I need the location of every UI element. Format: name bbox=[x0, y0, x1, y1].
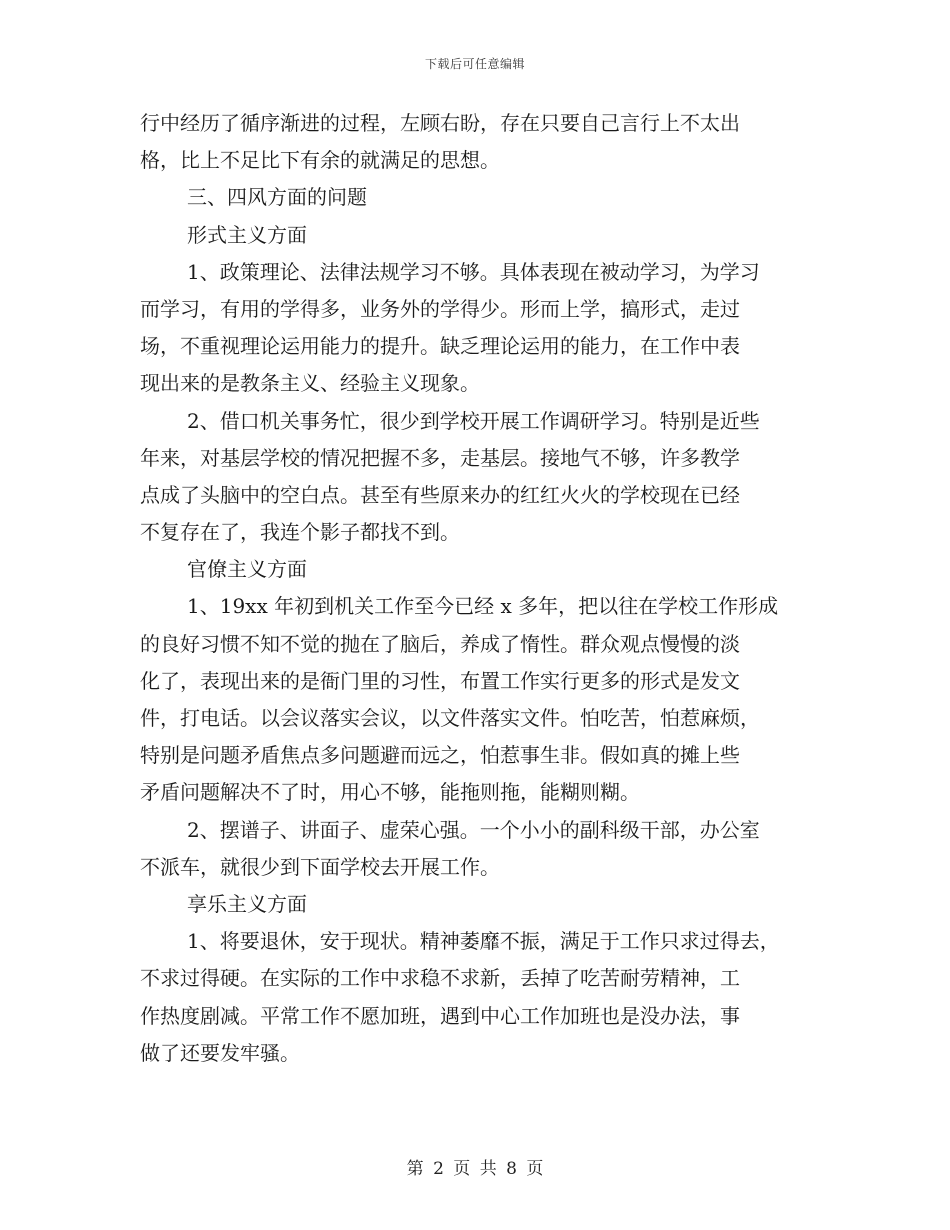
body-text bbox=[140, 105, 830, 1072]
subsection-heading: 享乐主义方面 bbox=[187, 891, 307, 916]
text-line: 不复存在了，我连个影子都找不到。 bbox=[140, 520, 460, 545]
text-line: 年来，对基层学校的情况把握不多，走基层。接地气不够，许多教学 bbox=[140, 445, 740, 470]
section-heading: 三、四风方面的问题 bbox=[187, 185, 367, 210]
text-line: 2、摆谱子、讲面子、虚荣心强。一个小小的副科级干部，办公室 bbox=[187, 817, 760, 842]
text-line: 的良好习惯不知不觉的抛在了脑后，养成了惰性。群众观点慢慢的淡 bbox=[140, 631, 740, 656]
text-line: 格，比上不足比下有余的就满足的思想。 bbox=[140, 148, 500, 173]
subsection-heading: 官僚主义方面 bbox=[187, 557, 307, 582]
text-line: 点成了头脑中的空白点。甚至有些原来办的红红火火的学校现在已经 bbox=[140, 482, 740, 507]
page-footer: 第 2 页 共 8 页 bbox=[406, 1159, 544, 1179]
text-line: 做了还要发牢骚。 bbox=[140, 1040, 300, 1065]
text-line: 1、政策理论、法律法规学习不够。具体表现在被动学习，为学习 bbox=[187, 259, 760, 284]
text-line: 化了，表现出来的是衙门里的习性，布置工作实行更多的形式是发文 bbox=[140, 668, 740, 693]
text-line: 场，不重视理论运用能力的提升。缺乏理论运用的能力，在工作中表 bbox=[140, 334, 740, 359]
text-line: 特别是问题矛盾焦点多问题避而远之，怕惹事生非。假如真的摊上些 bbox=[140, 743, 740, 768]
text-line: 而学习，有用的学得多，业务外的学得少。形而上学，搞形式，走过 bbox=[140, 296, 740, 321]
text-line: 现出来的是教条主义、经验主义现象。 bbox=[140, 371, 480, 396]
text-line: 1、19xx 年初到机关工作至今已经 x 多年，把以往在学校工作形成 bbox=[187, 594, 779, 619]
page-header: 下载后可任意编辑 bbox=[424, 57, 525, 71]
text-line: 矛盾问题解决不了时，用心不够，能拖则拖，能糊则糊。 bbox=[140, 780, 640, 805]
subsection-heading: 形式主义方面 bbox=[187, 222, 307, 247]
text-line: 作热度剧减。平常工作不愿加班，遇到中心工作加班也是没办法，事 bbox=[140, 1003, 740, 1028]
text-line: 1、将要退休，安于现状。精神萎靡不振，满足于工作只求过得去， bbox=[187, 929, 780, 954]
text-line: 行中经历了循序渐进的过程，左顾右盼，存在只要自己言行上不太出 bbox=[140, 111, 740, 135]
text-line: 不求过得硬。在实际的工作中求稳不求新，丢掉了吃苦耐劳精神，工 bbox=[140, 966, 740, 991]
text-line: 不派车，就很少到下面学校去开展工作。 bbox=[140, 854, 500, 879]
text-line: 2、借口机关事务忙，很少到学校开展工作调研学习。特别是近些 bbox=[187, 408, 760, 433]
text-line: 件，打电话。以会议落实会议，以文件落实文件。怕吃苦，怕惹麻烦， bbox=[140, 706, 760, 730]
